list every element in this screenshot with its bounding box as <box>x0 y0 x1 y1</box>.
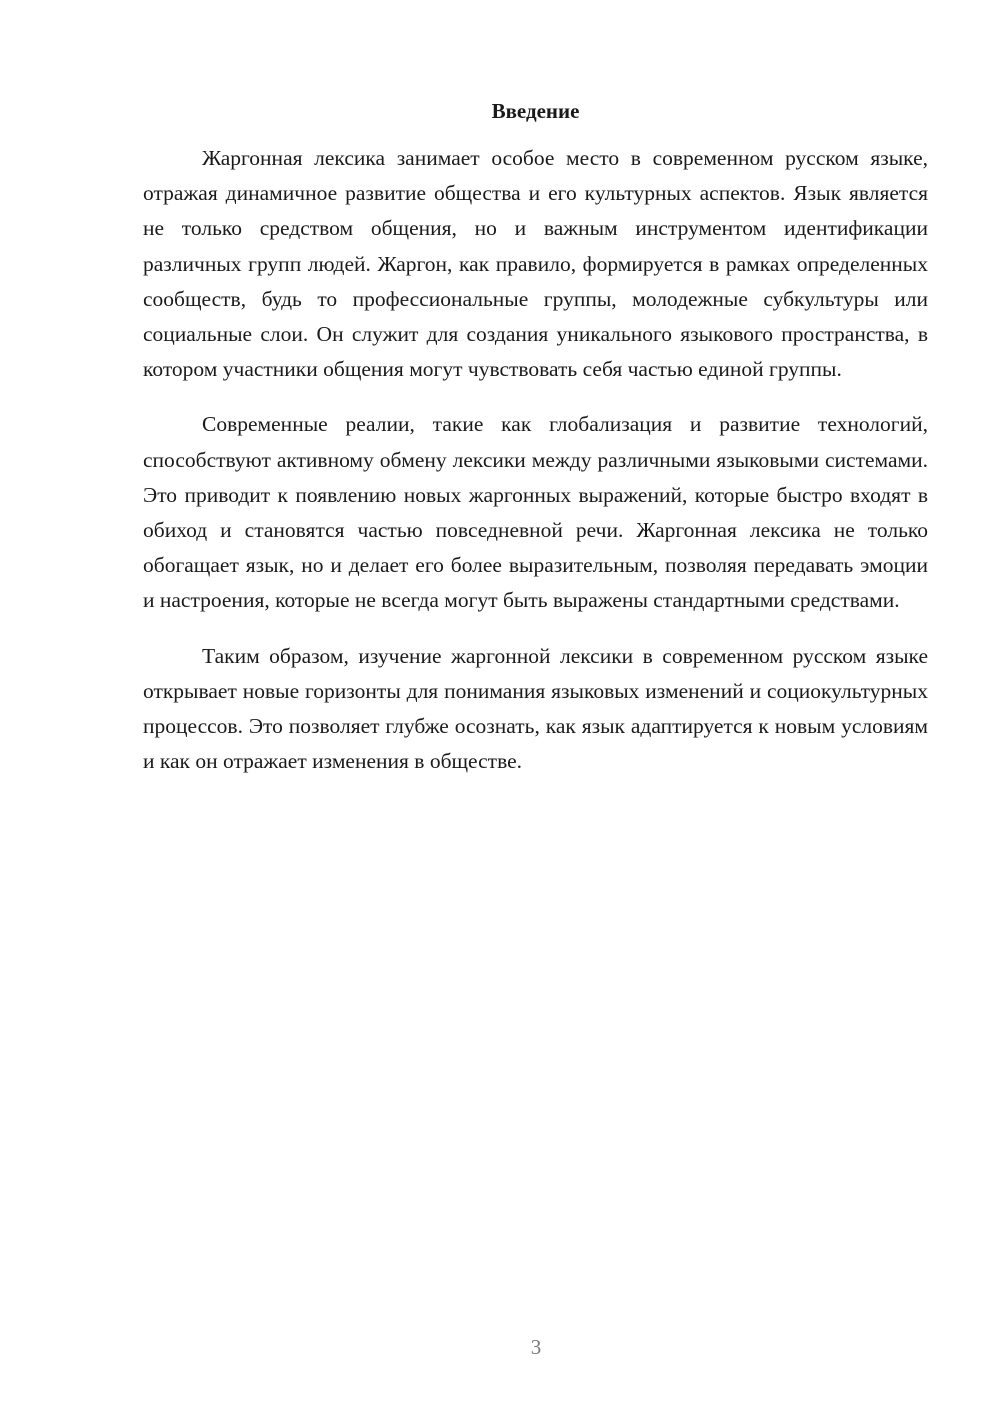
body-text <box>143 141 928 799</box>
page-number: 3 <box>530 1335 542 1359</box>
paragraph-2: Современные реалии, такие как глобализация и развитие технологий, способствуют активному обмену лексики между различными языковыми системами. Это приводит к появлению новых жаргонных выражений, которые быстро входят в обиход и становятся частью повседневной речи. Жаргонная лексика не только обогащает язык, но и делает его более выразительным, позволяя передавать эмоции и настроения, которые не всегда могут быть выражены стандартными средствами. <box>143 412 928 613</box>
paragraph-1: Жаргонная лексика занимает особое место в современном русском языке, отражая динамичное развитие общества и его культурных аспектов. Язык является не только средством общения, но и важным инструментом идентификации различных групп людей. Жаргон, как правило, формируется в рамках определенных сообществ, будь то профессиональные группы, молодежные субкультуры или социальные слои. Он служит для создания уникального языкового пространства, в котором участники общения могут чувствовать себя частью единой группы. <box>143 146 928 382</box>
section-title: Введение <box>491 99 580 123</box>
paragraph-3: Таким образом, изучение жаргонной лексики в современном русском языке открывает новые горизонты для понимания языковых изменений и социокультурных процессов. Это позволяет глубже осознать, как язык адаптируется к новым условиям и как он отражает изменения в обществе. <box>143 643 928 774</box>
